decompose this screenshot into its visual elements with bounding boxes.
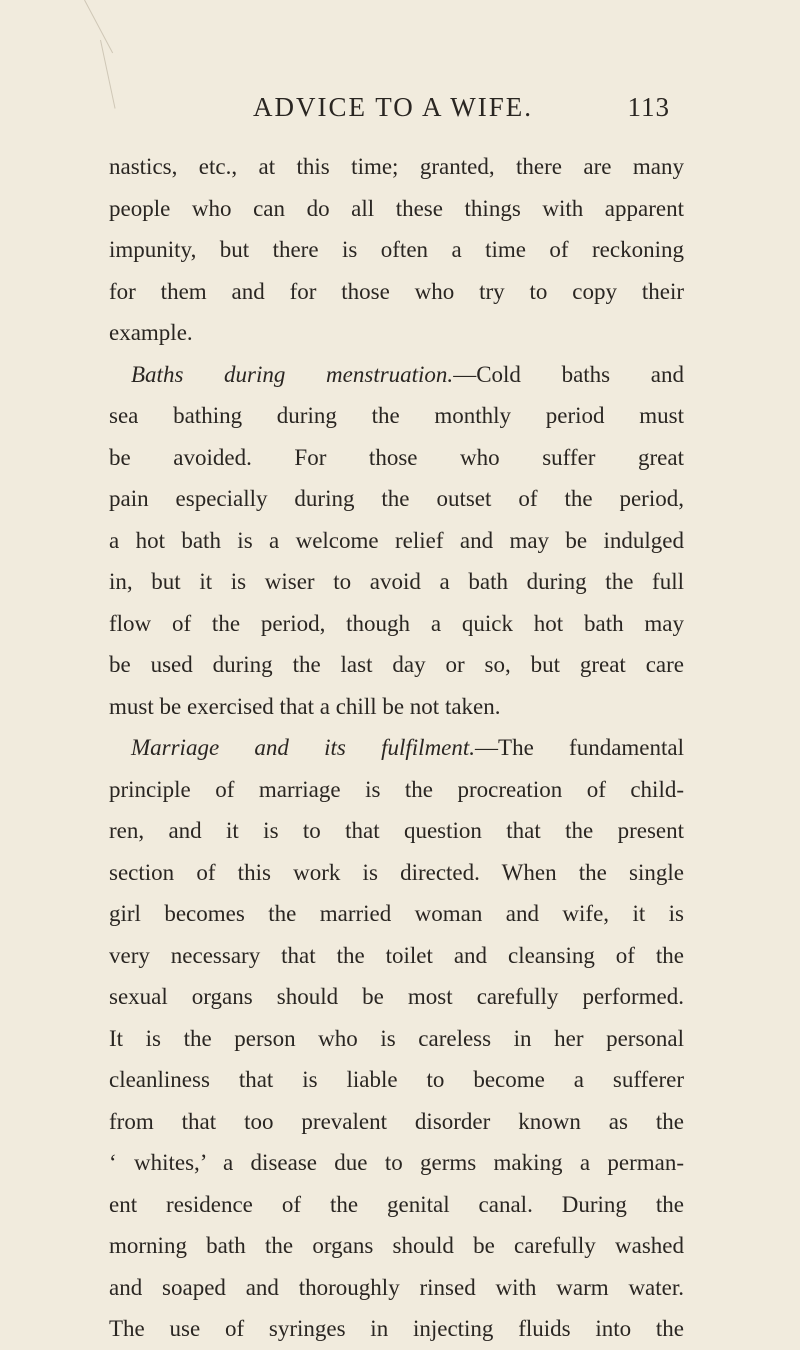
text-line: —Cold baths and [453,361,684,387]
paper-crease [84,0,113,53]
text-line: people who can do all these things with apparent [109,195,684,221]
text-line: and soaped and thoroughly rinsed with warm water. [109,1274,684,1300]
text-line: from that too prevalent disorder known as the [109,1108,684,1134]
text-line: sea bathing during the monthly period must [109,403,684,428]
text-line: very necessary that the toilet and cleansing of the [109,942,684,968]
text-line: a hot bath is a welcome relief and may be indulged [109,527,684,553]
text-line: pain especially during the outset of the period, [109,486,684,511]
text-line: ent residence of the genital canal. During the [109,1191,684,1217]
section-heading: Marriage and its fulfilment. [131,735,476,760]
text-line: The use of syringes in injecting fluids into the [109,1316,684,1341]
page-header [0,92,800,132]
text-line: ‘ whites,’ a disease due to germs making a perman- [109,1150,684,1175]
text-line: —The fundamental [475,735,684,760]
text-line: It is the person who is careless in her personal [109,1025,684,1051]
text-line: cleanliness that is liable to become a sufferer [109,1067,684,1092]
text-line: example. [109,320,193,345]
text-line: ren, and it is to that question that the present [109,818,684,843]
body-text [109,146,684,1350]
text-line: flow of the period, though a quick hot bath may [109,610,684,636]
page-number: 113 [627,92,670,122]
text-line: girl becomes the married woman and wife, it is [109,901,684,926]
text-line: nastics, etc., at this time; granted, there are many [109,154,684,179]
text-line: section of this work is directed. When the single [109,859,684,885]
text-line: morning bath the organs should be carefully washed [109,1233,684,1258]
running-head: ADVICE TO A WIFE. [253,92,534,122]
text-line: impunity, but there is often a time of reckoning [109,237,684,262]
section-heading: Baths during menstruation. [131,361,454,387]
section-heading-line [109,354,684,396]
text-line: be avoided. For those who suffer great [109,444,684,470]
text-line: must be exercised that a chill be not taken. [109,693,501,719]
text-line: in, but it is wiser to avoid a bath during the full [109,569,684,594]
text-line: for them and for those who try to copy their [109,278,684,304]
text-line: sexual organs should be most carefully performed. [109,984,684,1009]
text-line: principle of marriage is the procreation of child- [109,776,684,802]
text-line: be used during the last day or so, but great care [109,652,684,677]
section-heading-line [109,727,684,769]
